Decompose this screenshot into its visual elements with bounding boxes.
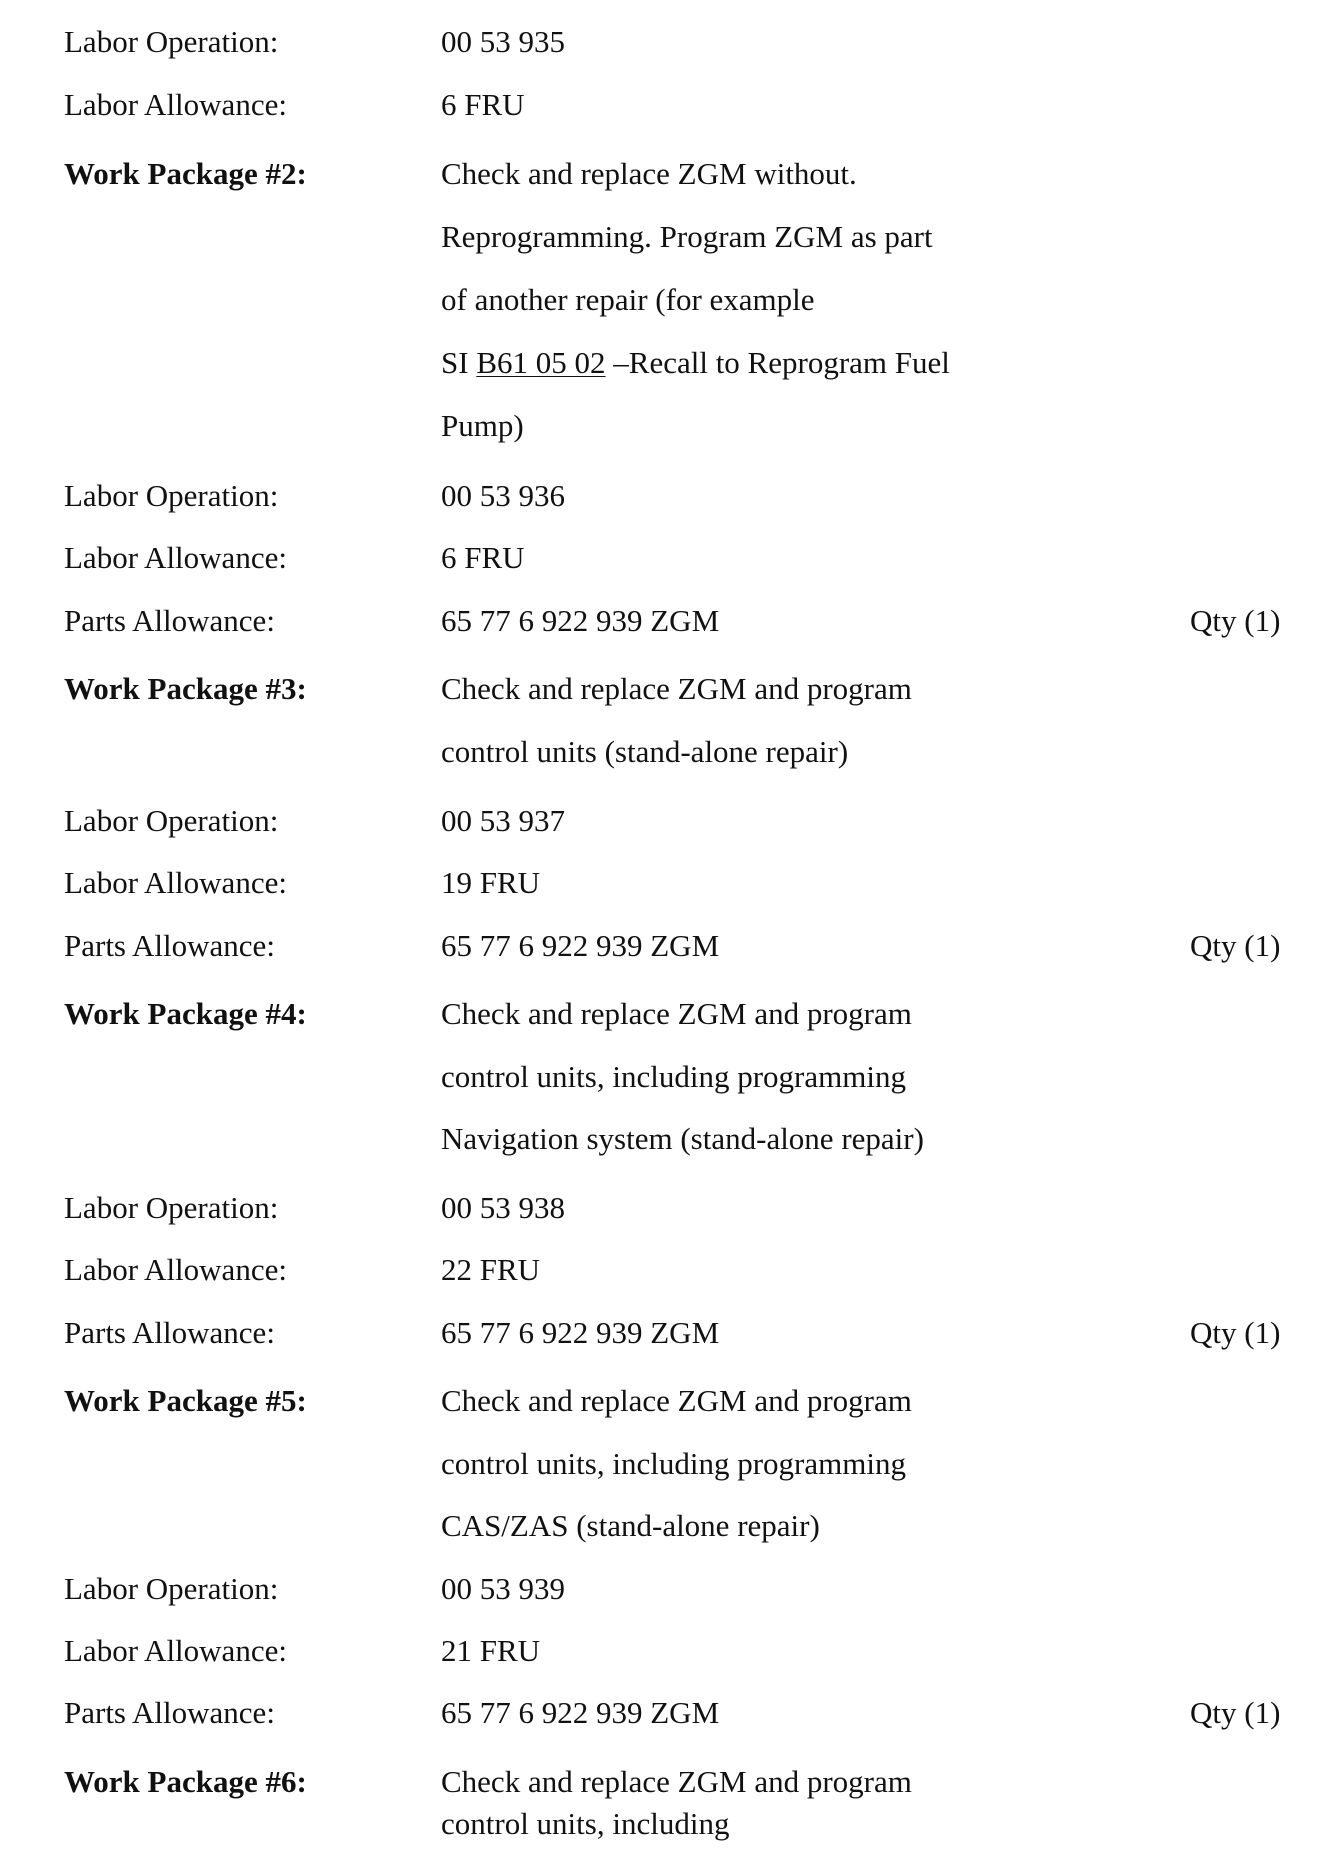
work-package-5-desc-line: CAS/ZAS (stand-alone repair)	[441, 1508, 820, 1543]
si-suffix: –Recall to Reprogram Fuel	[605, 345, 950, 380]
labor-allowance-row	[0, 861, 1344, 905]
labor-operation-label: Labor Operation:	[64, 803, 279, 838]
parts-allowance-label: Parts Allowance:	[64, 603, 275, 638]
work-package-4-title: Work Package #4:	[64, 996, 307, 1031]
work-package-4-row	[0, 992, 1344, 1036]
labor-allowance-value: 6 FRU	[441, 87, 525, 122]
parts-allowance-row	[0, 924, 1344, 968]
parts-quantity: Qty (1)	[1190, 1695, 1281, 1730]
work-package-2-desc-line: Check and replace ZGM without.	[441, 156, 857, 191]
labor-operation-row	[0, 20, 1344, 64]
labor-allowance-value: 19 FRU	[441, 865, 541, 900]
work-package-6-row	[0, 1760, 1344, 1804]
labor-operation-value: 00 53 939	[441, 1571, 565, 1606]
work-package-4-desc-line: control units, including programming	[441, 1059, 906, 1094]
parts-quantity: Qty (1)	[1190, 1315, 1281, 1350]
work-package-5-desc-row	[0, 1504, 1344, 1548]
work-package-2-title: Work Package #2:	[64, 156, 307, 191]
labor-operation-label: Labor Operation:	[64, 24, 279, 59]
work-package-2-desc-row	[0, 341, 1344, 385]
labor-allowance-label: Labor Allowance:	[64, 87, 287, 122]
work-package-4-desc-line: Navigation system (stand-alone repair)	[441, 1121, 924, 1156]
work-package-6-desc-line: Check and replace ZGM and program	[441, 1764, 912, 1799]
parts-quantity: Qty (1)	[1190, 928, 1281, 963]
labor-allowance-label: Labor Allowance:	[64, 865, 287, 900]
labor-allowance-value: 22 FRU	[441, 1252, 541, 1287]
work-package-2-desc-row	[0, 404, 1344, 448]
labor-operation-label: Labor Operation:	[64, 478, 279, 513]
work-package-3-desc-row	[0, 730, 1344, 774]
labor-allowance-value: 21 FRU	[441, 1633, 541, 1668]
labor-operation-row	[0, 1567, 1344, 1611]
labor-operation-value: 00 53 938	[441, 1190, 565, 1225]
si-b61-05-02-link[interactable]: B61 05 02	[476, 345, 606, 380]
work-package-6-desc-line: control units, including	[441, 1806, 730, 1841]
labor-operation-label: Labor Operation:	[64, 1571, 279, 1606]
labor-operation-value: 00 53 937	[441, 803, 565, 838]
work-package-3-desc-line: Check and replace ZGM and program	[441, 671, 912, 706]
labor-allowance-row	[0, 1248, 1344, 1292]
work-package-5-desc-row	[0, 1442, 1344, 1486]
work-package-6-title: Work Package #6:	[64, 1764, 307, 1799]
parts-allowance-value: 65 77 6 922 939 ZGM	[441, 603, 720, 638]
labor-operation-value: 00 53 936	[441, 478, 565, 513]
labor-allowance-row	[0, 536, 1344, 580]
work-package-2-desc-row	[0, 215, 1344, 259]
work-package-5-title: Work Package #5:	[64, 1383, 307, 1418]
parts-allowance-label: Parts Allowance:	[64, 1695, 275, 1730]
work-package-2-desc-line: Pump)	[441, 408, 524, 443]
work-package-2-desc-line: of another repair (for example	[441, 282, 815, 317]
parts-allowance-value: 65 77 6 922 939 ZGM	[441, 1695, 720, 1730]
labor-operation-row	[0, 1186, 1344, 1230]
work-package-4-desc-row	[0, 1055, 1344, 1099]
labor-allowance-label: Labor Allowance:	[64, 540, 287, 575]
parts-allowance-label: Parts Allowance:	[64, 928, 275, 963]
si-prefix: SI	[441, 345, 477, 380]
work-package-5-desc-line: Check and replace ZGM and program	[441, 1383, 912, 1418]
labor-allowance-row	[0, 83, 1344, 127]
work-package-2-desc-line: Reprogramming. Program ZGM as part	[441, 219, 933, 254]
parts-allowance-label: Parts Allowance:	[64, 1315, 275, 1350]
parts-allowance-value: 65 77 6 922 939 ZGM	[441, 1315, 720, 1350]
labor-allowance-label: Labor Allowance:	[64, 1633, 287, 1668]
work-package-4-desc-row	[0, 1117, 1344, 1161]
work-package-6-desc-row	[0, 1802, 1344, 1846]
work-package-5-desc-line: control units, including programming	[441, 1446, 906, 1481]
labor-allowance-row	[0, 1629, 1344, 1673]
work-package-4-desc-line: Check and replace ZGM and program	[441, 996, 912, 1031]
labor-operation-value: 00 53 935	[441, 24, 565, 59]
labor-allowance-value: 6 FRU	[441, 540, 525, 575]
work-package-2-row	[0, 152, 1344, 196]
work-package-3-title: Work Package #3:	[64, 671, 307, 706]
parts-quantity: Qty (1)	[1190, 603, 1281, 638]
work-package-3-desc-line: control units (stand-alone repair)	[441, 734, 849, 769]
work-package-2-desc-row	[0, 278, 1344, 322]
labor-operation-label: Labor Operation:	[64, 1190, 279, 1225]
labor-allowance-label: Labor Allowance:	[64, 1252, 287, 1287]
labor-operation-row	[0, 474, 1344, 518]
work-package-2-si-line	[441, 341, 950, 385]
work-package-5-row	[0, 1379, 1344, 1423]
parts-allowance-row	[0, 1311, 1344, 1355]
work-package-3-row	[0, 667, 1344, 711]
parts-allowance-row	[0, 599, 1344, 643]
labor-operation-row	[0, 799, 1344, 843]
parts-allowance-row	[0, 1691, 1344, 1735]
parts-allowance-value: 65 77 6 922 939 ZGM	[441, 928, 720, 963]
